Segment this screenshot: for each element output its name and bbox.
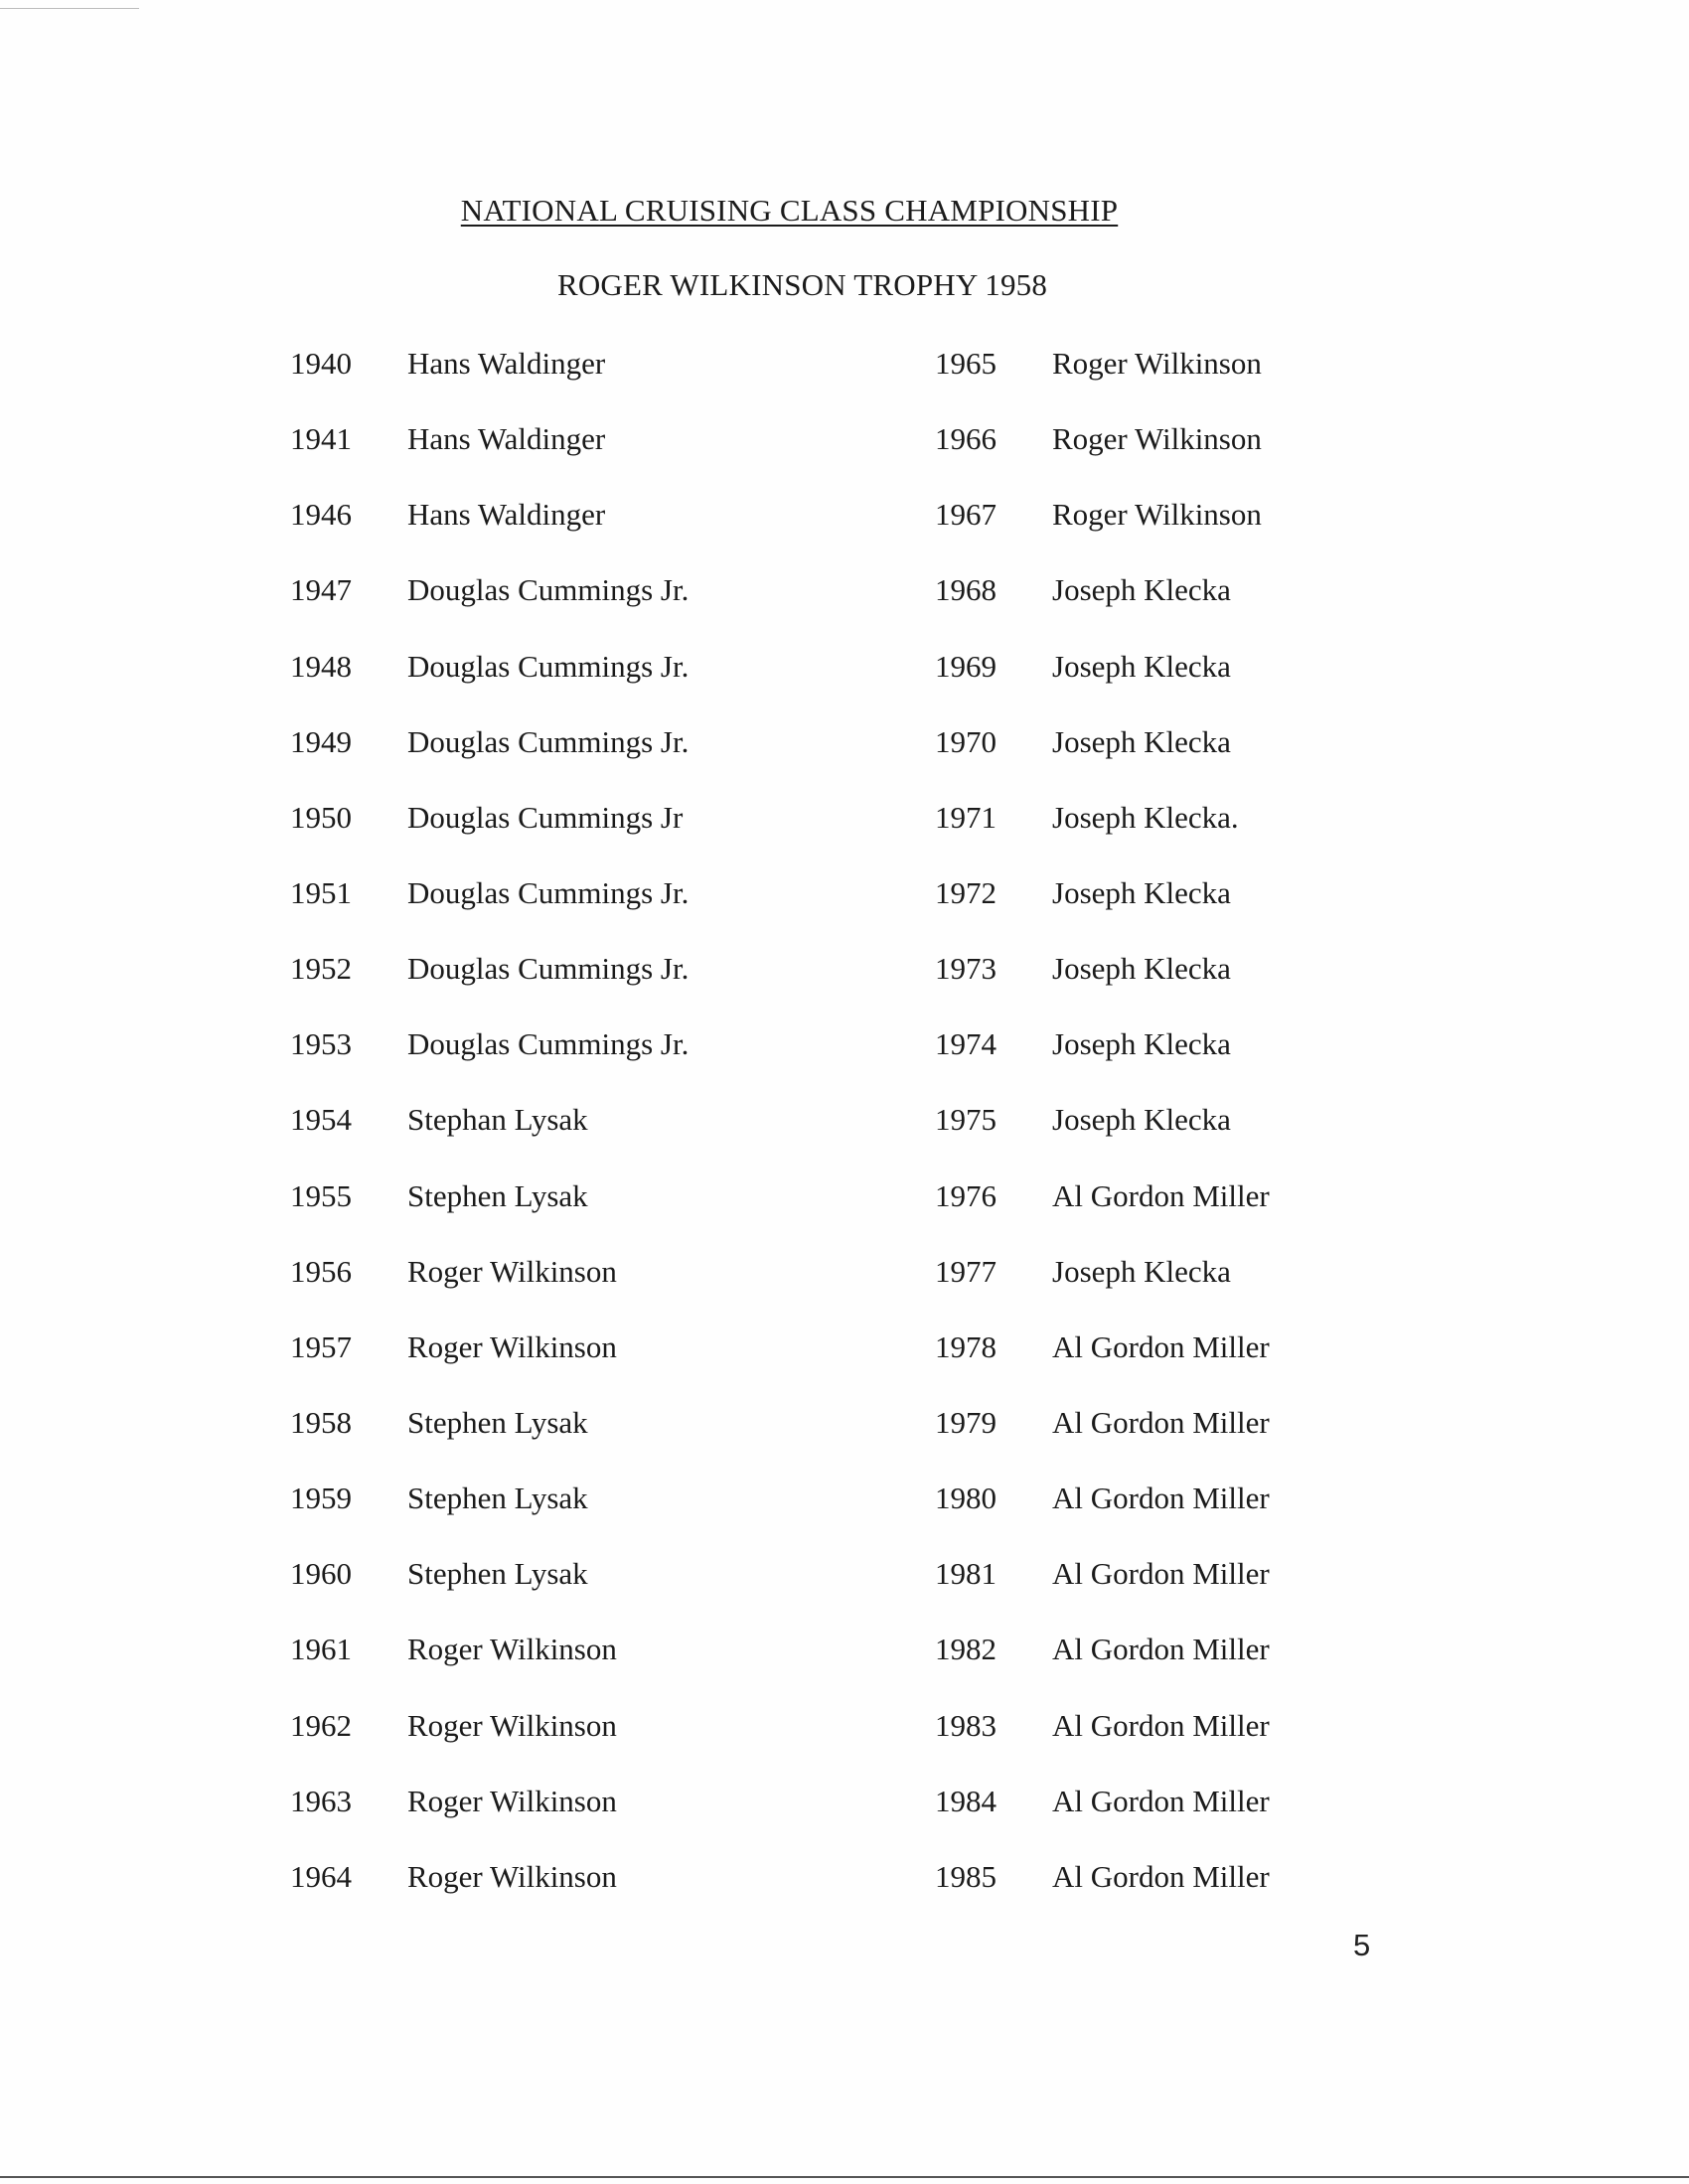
champion-year: 1979 <box>935 1404 997 1440</box>
champion-year: 1954 <box>290 1102 352 1138</box>
champion-name: Douglas Cummings Jr. <box>407 1026 690 1062</box>
champion-row <box>935 800 1270 875</box>
champion-row <box>290 1556 689 1632</box>
champion-name: Joseph Klecka <box>1052 874 1231 910</box>
champion-row <box>935 951 1270 1026</box>
champion-year: 1961 <box>290 1632 352 1667</box>
champion-name: Al Gordon Miller <box>1052 1404 1270 1440</box>
champion-year: 1955 <box>290 1177 352 1213</box>
champion-year: 1978 <box>935 1328 997 1364</box>
champion-row <box>290 1859 689 1935</box>
champion-year: 1946 <box>290 497 352 533</box>
champion-year: 1977 <box>935 1253 997 1289</box>
champion-row <box>290 1784 689 1859</box>
champion-name: Joseph Klecka <box>1052 648 1231 684</box>
champion-year: 1985 <box>935 1858 997 1894</box>
champion-name: Douglas Cummings Jr. <box>407 648 690 684</box>
champion-name: Roger Wilkinson <box>1052 421 1262 457</box>
champion-year: 1976 <box>935 1177 997 1213</box>
champion-year: 1959 <box>290 1481 352 1516</box>
champion-year: 1941 <box>290 421 352 457</box>
champion-year: 1964 <box>290 1858 352 1894</box>
champion-row <box>935 1632 1270 1707</box>
champion-row <box>935 1481 1270 1556</box>
champion-year: 1952 <box>290 951 352 987</box>
champion-row <box>935 1784 1270 1859</box>
champion-name: Roger Wilkinson <box>407 1783 617 1818</box>
champion-name: Al Gordon Miller <box>1052 1328 1270 1364</box>
champion-year: 1983 <box>935 1707 997 1743</box>
champion-name: Al Gordon Miller <box>1052 1556 1270 1592</box>
champion-row <box>290 649 689 724</box>
champion-year: 1970 <box>935 723 997 759</box>
champion-name: Roger Wilkinson <box>407 1632 617 1667</box>
champion-row <box>935 724 1270 800</box>
champion-row <box>290 800 689 875</box>
champion-row <box>935 421 1270 497</box>
champion-row <box>290 497 689 572</box>
champion-name: Al Gordon Miller <box>1052 1707 1270 1743</box>
champion-year: 1949 <box>290 723 352 759</box>
champion-year: 1962 <box>290 1707 352 1743</box>
scan-artifact-top <box>0 8 139 9</box>
champion-name: Joseph Klecka <box>1052 951 1231 987</box>
document-title: NATIONAL CRUISING CLASS CHAMPIONSHIP <box>460 193 1119 228</box>
champion-name: Joseph Klecka <box>1052 1253 1231 1289</box>
champion-year: 1968 <box>935 572 997 608</box>
champion-row <box>290 346 689 421</box>
champion-name: Joseph Klecka <box>1052 723 1231 759</box>
champion-row <box>935 1178 1270 1254</box>
champion-name: Roger Wilkinson <box>407 1253 617 1289</box>
champion-year: 1950 <box>290 799 352 835</box>
champion-name: Roger Wilkinson <box>1052 346 1262 381</box>
champion-year: 1971 <box>935 799 997 835</box>
champion-year: 1972 <box>935 874 997 910</box>
champion-name: Al Gordon Miller <box>1052 1177 1270 1213</box>
champion-name: Douglas Cummings Jr <box>407 799 684 835</box>
champion-name: Roger Wilkinson <box>407 1707 617 1743</box>
champion-row <box>935 875 1270 951</box>
champion-row <box>935 1329 1270 1405</box>
champion-name: Douglas Cummings Jr. <box>407 572 690 608</box>
champion-year: 1965 <box>935 346 997 381</box>
champion-name: Douglas Cummings Jr. <box>407 874 690 910</box>
champion-name: Joseph Klecka <box>1052 1102 1231 1138</box>
champion-name: Joseph Klecka. <box>1052 799 1239 835</box>
champion-row <box>290 1481 689 1556</box>
page-number: 5 <box>1353 1928 1371 1962</box>
champion-row <box>935 1405 1270 1481</box>
champion-row <box>935 649 1270 724</box>
champion-name: Roger Wilkinson <box>407 1858 617 1894</box>
champion-row <box>290 572 689 648</box>
champions-right-column <box>935 346 1270 1935</box>
champion-name: Roger Wilkinson <box>407 1328 617 1364</box>
champion-row <box>935 1254 1270 1329</box>
champions-left-column <box>290 346 689 1935</box>
champion-row <box>290 875 689 951</box>
champion-year: 1980 <box>935 1481 997 1516</box>
champion-year: 1973 <box>935 951 997 987</box>
champion-row <box>290 1708 689 1784</box>
champion-row <box>290 1405 689 1481</box>
champion-name: Stephen Lysak <box>407 1177 588 1213</box>
champion-row <box>935 1556 1270 1632</box>
champion-name: Stephen Lysak <box>407 1556 588 1592</box>
champion-row <box>935 572 1270 648</box>
champion-name: Al Gordon Miller <box>1052 1858 1270 1894</box>
champion-row <box>935 1026 1270 1102</box>
champion-year: 1957 <box>290 1328 352 1364</box>
champion-row <box>290 1329 689 1405</box>
champion-row <box>935 1102 1270 1177</box>
champion-row <box>935 497 1270 572</box>
champion-year: 1960 <box>290 1556 352 1592</box>
champion-row <box>290 1026 689 1102</box>
champion-name: Stephen Lysak <box>407 1481 588 1516</box>
champion-row <box>935 1708 1270 1784</box>
champion-row <box>290 1178 689 1254</box>
champion-year: 1940 <box>290 346 352 381</box>
champion-name: Al Gordon Miller <box>1052 1632 1270 1667</box>
champion-year: 1953 <box>290 1026 352 1062</box>
champion-year: 1975 <box>935 1102 997 1138</box>
champion-year: 1956 <box>290 1253 352 1289</box>
champion-year: 1947 <box>290 572 352 608</box>
champion-name: Al Gordon Miller <box>1052 1783 1270 1818</box>
champion-year: 1982 <box>935 1632 997 1667</box>
champion-year: 1951 <box>290 874 352 910</box>
champion-year: 1981 <box>935 1556 997 1592</box>
champion-name: Stephan Lysak <box>407 1102 588 1138</box>
champion-name: Hans Waldinger <box>407 497 606 533</box>
champion-name: Al Gordon Miller <box>1052 1481 1270 1516</box>
champion-row <box>290 1254 689 1329</box>
champion-name: Stephen Lysak <box>407 1404 588 1440</box>
champion-row <box>290 1102 689 1177</box>
champion-name: Joseph Klecka <box>1052 1026 1231 1062</box>
champion-row <box>290 1632 689 1707</box>
scan-artifact-bottom-edge <box>0 2176 1689 2178</box>
champion-name: Douglas Cummings Jr. <box>407 951 690 987</box>
champion-row <box>290 724 689 800</box>
champion-row <box>290 421 689 497</box>
champion-year: 1963 <box>290 1783 352 1818</box>
champion-year: 1966 <box>935 421 997 457</box>
champion-name: Roger Wilkinson <box>1052 497 1262 533</box>
champion-name: Hans Waldinger <box>407 346 606 381</box>
champion-name: Joseph Klecka <box>1052 572 1231 608</box>
champion-year: 1948 <box>290 648 352 684</box>
champion-name: Douglas Cummings Jr. <box>407 723 690 759</box>
document-subtitle: ROGER WILKINSON TROPHY 1958 <box>556 267 1048 302</box>
champion-name: Hans Waldinger <box>407 421 606 457</box>
champion-year: 1969 <box>935 648 997 684</box>
champion-year: 1974 <box>935 1026 997 1062</box>
champion-row <box>935 1859 1270 1935</box>
champion-row <box>935 346 1270 421</box>
champion-year: 1984 <box>935 1783 997 1818</box>
champion-year: 1958 <box>290 1404 352 1440</box>
champion-year: 1967 <box>935 497 997 533</box>
champion-row <box>290 951 689 1026</box>
